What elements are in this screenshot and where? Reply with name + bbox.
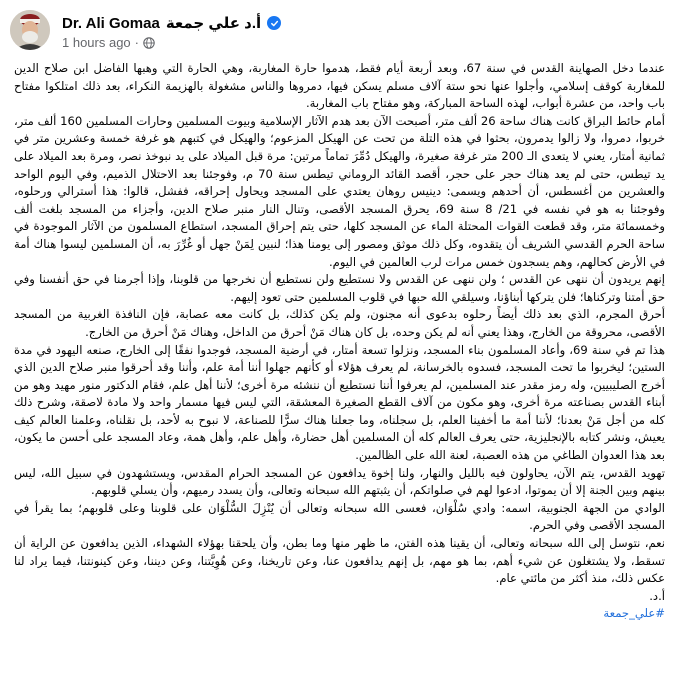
- meta-separator: ·: [134, 35, 140, 50]
- author-name[interactable]: Dr. Ali Gomaa: [62, 14, 160, 32]
- post-paragraph: الوادي من الجهة الجنوبية، اسمه: وادي سُلْوَان، فعسى الله سبحانه وتعالى أن يُنْزِلَ السُّلْوَان على قلوبنا وعلى قلوبهم؛ بما يقرأ في المسجد الأقصى وفي الحرم.: [14, 500, 665, 533]
- post-paragraph: نعم، نتوسل إلى الله سبحانه وتعالى، أن يقينا هذه الفتن، ما ظهر منها وما بطن، وأن يلحقنا بهؤلاء الشهداء، الذين يدافعون عن الراية أن تسقط، ولا يشتغلون عن شيء أهم، بما هو مهم، بل إنهم يدافعون عنا، وعن تاريخنا، وعن هُوِيَّتنا، وعن ديننا، وعن كينونتنا، فيما يراد لنا عكس ذلك، منذ أكثر من مائتي عام.: [14, 536, 665, 586]
- globe-public-icon[interactable]: [143, 37, 155, 49]
- author-avatar[interactable]: [10, 10, 50, 50]
- verified-badge-icon: [267, 16, 281, 30]
- post-paragraph: تهويد القدس، يتم الآن، يحاولون فيه بالليل والنهار، ولنا إخوة يدافعون عن المسجد الحرام المقدس، ويستشهدون في سبيل الله، ليس بينهم وبين الجنة إلا أن يموتوا، ادعوا لهم في صلواتكم، أن يثبتهم الله سبحانه وتعالى، وأن يسدد رميهم، وأن يسلي قلوبهم.: [14, 465, 665, 498]
- post-paragraph: أمام حائط البراق كانت هناك ساحة 26 ألف متر، أصبحت الآن بعد هدم الآثار الإسلامية وبيوت المسلمين وحارات المسلمين 160 ألف متر، خربوا، دمروا، ولا زالوا يدمرون، بحثوا في هذه التلة من تحت عن الهيكل المزعوم؛ والهيكل في كتبهم هو غرفة خمسة وعشرين متر في ثمانية أمتار، يعني لا يتعدى الـ 200 متر غرفة صغيرة، والهيكل دُمِّرَ تماماً مرتين: مرة قبل الميلاد على يد نبوخذ نصر، ومرة بعد الميلاد على يد تيطس، حتى لم يعد هناك حجر على حجر، أقصد القائد الروماني تيطس سنة 70 م، وفوجئنا بعد الاحتلال الذميم، وفي اليوم الواحد والعشرين من أغسطس، أن أحدهم ويسمى: دينيس روهان يعتدي على المسجد ويحاول إحراقه، ففشل، قالوا: هذا أسترالي ورحلوه، وفوجئنا به هو في نفسه في 21/ 8 سنة 69، يحرق المسجد الأقصى، وتنال النار منبر صلاح الدين، وأجزاء من المسجد بلغت ألف وخمسمائة متر، وقد قطعت القوات المحتلة الماء عن المسجد كلها، حتى يتم إحراق المسجد، استطاع المسلمون من الآثار الموجودة في ساحة الحرم القدسي الشريف أن يتقدوه، وكل ذلك موثق ومصور إلى يومنا هذا؛ لنبين لِمَنْ جهل أو غُرِّرَ به، أن المسلمين ليسوا هناك أمة في الأرض كحالهم، وهم يسجدون خمس مرات لرب العالمين في اليوم.: [14, 113, 665, 269]
- post-paragraph: عندما دخل الصهاينة القدس في سنة 67، وبعد أربعة أيام فقط، هدموا حارة المغاربة، وهي الحارة التي وهبها الفاضل ابن صلاح الدين للمغاربة كوقف إسلامي، وأجلوا عنها نحو ستة آلاف مسلم يسكن فيها، دمروها والناس مشغولة بالهزيمة النكراء، بعد ذلك امتلكوا مفتاح باب واحد، من عشرة أبواب، لهذه الساحة المباركة، وهو مفتاح باب المغاربة.: [14, 61, 665, 111]
- post-body: [14, 60, 665, 623]
- post-meta: [62, 35, 155, 50]
- post-header: [0, 0, 679, 58]
- post-paragraph: إنهم يريدون أن ننهى عن القدس ؛ ولن ننهى عن القدس ولا نستطيع ولن نستطيع أن نخرجها من قلوبنا، وإذا أجرمنا في حق أنفسنا وفي حق أمتنا وتركناها؛ فلن يتركها أبناؤنا، وسيلقي الله حبها في قلوب المسلمين حتى تعود إليهم.: [14, 272, 665, 304]
- post-paragraph: أحرق المجرم، الذي بعد ذلك أيضاً رحلوه بدعوى أنه مجنون، ولم يكن كذلك، بل كانت معه عصابة، فإن النافذة الغربية من المسجد الأقصى، محروقة من الخارج، وهذا يعني أنه لم يكن وحده، بل كان هناك مَنْ أحرق من الداخل، وهناك مَنْ أحرق من الخارج.: [14, 307, 665, 339]
- post-signature: أ.د.: [649, 588, 665, 603]
- post-paragraph: هذا تم في سنة 69، وأعاد المسلمون بناء المسجد، ونزلوا تسعة أمتار، في أرضية المسجد، فوجدوا نفقًا إلى الخارج، صنعه اليهود في مدة الستين؛ ليخربوا ما تحت المسجد، فسدوه بالخرسانة، لم يعرف هؤلاء أو كأنهم جهلوا أننا أمة علم، وأننا وقد أحرقوا منبر صلاح الدين الذي أخرج الصليبيين، وله رمز مقدر عند المسلمين، لم يعرفوا أننا نستطيع أن ننشئه مرة أخرى؛ لأننا أهل علم، فقام الدكتور منور مهيد وهو من أبناء القدس بصناعته مرة أخرى، وهو مكون من آلاف القطع الصغيرة المعشقة، التي ليس فيها مسمار واحد ولا مادة لاصقة، وشرح ذلك كله من أجل مَنْ بعدنا؛ لأننا أمة ما أخفينا العلم، بل سجلناه، وما جعلنا هناك سرًّا للصناعة، لا نبوح به لأحد، بل نقلناه، وعلمنا العالم كيف يعيش، ونشر كتابه بالإنجليزية، حتى يعرف العالم كله أن المسلمين أهل حضارة، وأهل علم، وأهل همة، وعاد المسجد على أحسن ما يكون، بعد هذا العدوان الطاغي من هذه العصبة، لعنة الله على الظالمين.: [14, 342, 665, 463]
- author-line: [62, 14, 281, 32]
- author-name-arabic[interactable]: أ.د علي جمعة: [165, 15, 262, 32]
- hashtag-link[interactable]: #علي_جمعة: [603, 606, 665, 621]
- avatar-portrait-icon: [10, 10, 50, 50]
- post-timestamp[interactable]: 1 hours ago: [62, 35, 131, 50]
